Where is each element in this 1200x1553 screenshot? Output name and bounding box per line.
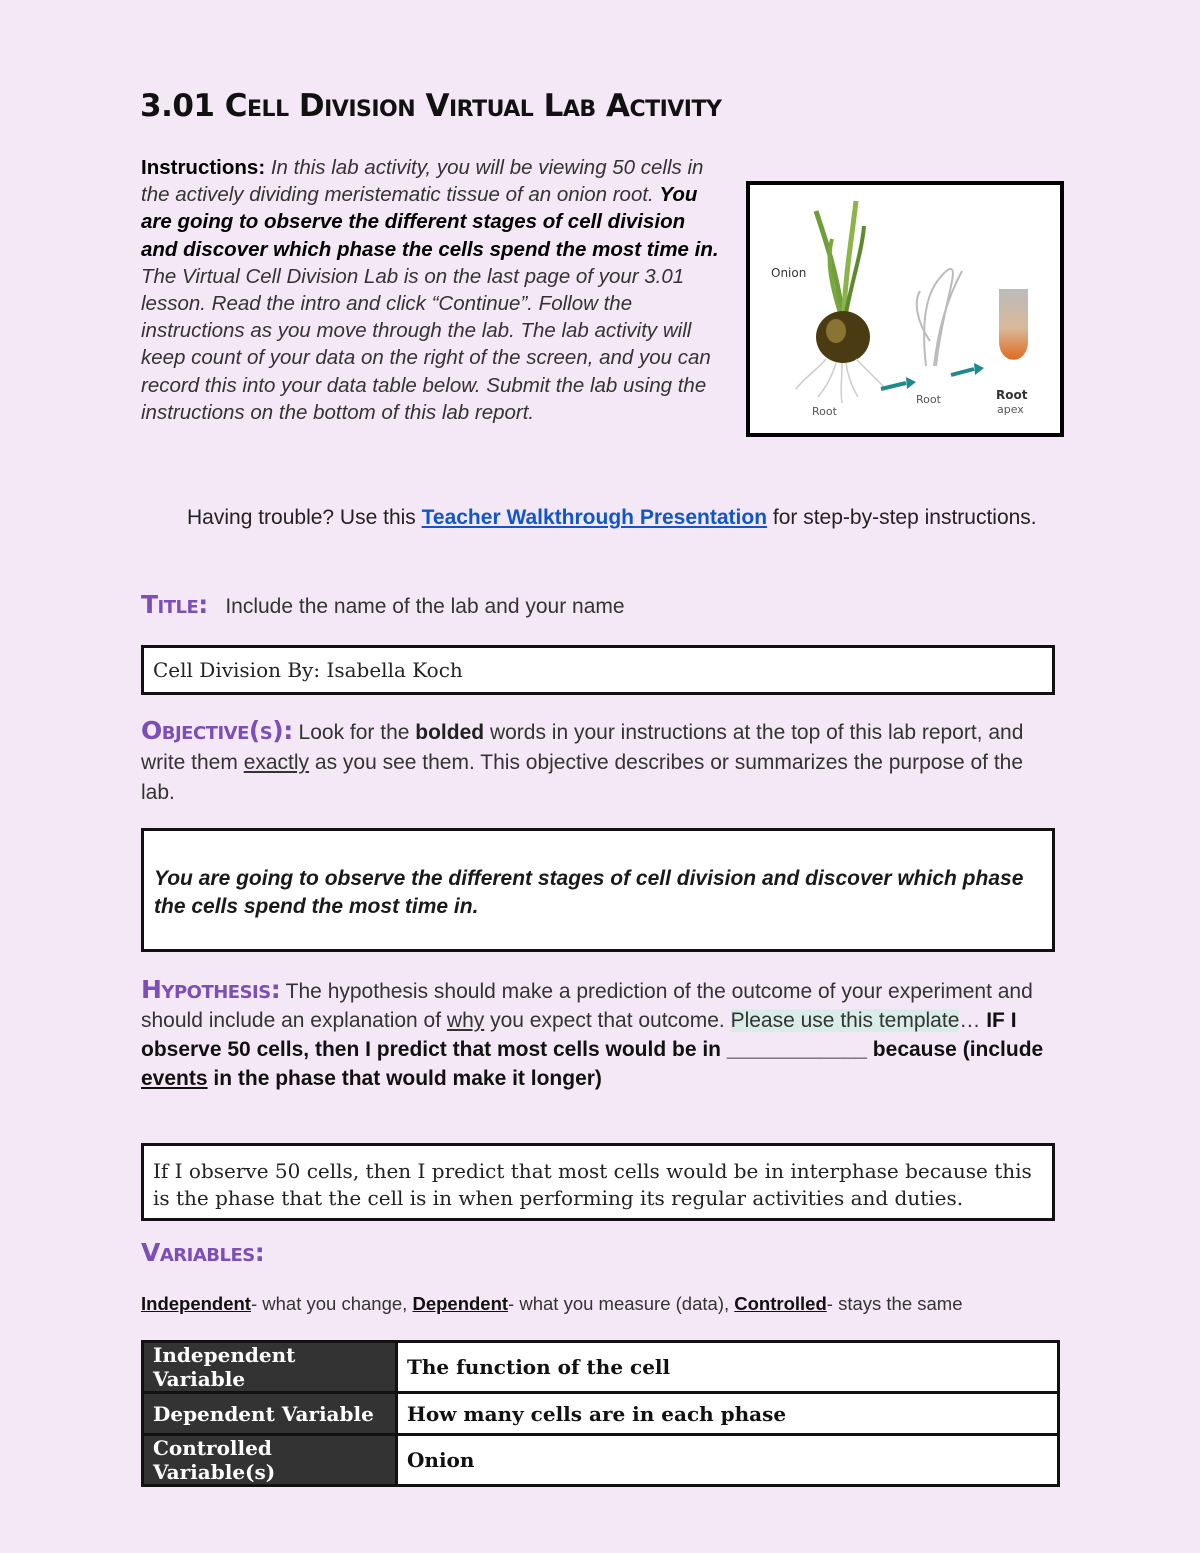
instructions-label: Instructions: xyxy=(141,156,266,179)
objective-answer-box[interactable] xyxy=(141,828,1055,952)
title-answer: Cell Division By: Isabella Koch xyxy=(153,658,463,682)
label-root-1: Root xyxy=(812,405,837,418)
objective-answer: You are going to observe the different stages of cell division and discover which phase the cells spend the most time in. xyxy=(154,867,1024,918)
table-row xyxy=(143,1342,1059,1393)
title-prompt: Include the name of the lab and your name xyxy=(225,595,625,618)
hypothesis-text-2: you expect that outcome. xyxy=(484,1009,731,1032)
title-label: Title: xyxy=(141,590,208,619)
dependent-variable-value[interactable]: How many cells are in each phase xyxy=(397,1393,1059,1435)
objective-label: Objective(s): xyxy=(141,716,293,745)
legend-controlled: Controlled xyxy=(734,1293,827,1314)
hypothesis-highlight: Please use this template xyxy=(730,1009,960,1032)
legend-dependent: Dependent xyxy=(412,1293,509,1314)
legend-dependent-desc: - what you measure (data), xyxy=(508,1293,735,1314)
objective-bolded-word: bolded xyxy=(415,721,485,744)
hypothesis-instructions xyxy=(141,975,1061,1093)
objective-text-1: Look for the xyxy=(292,721,416,744)
label-root-2: Root xyxy=(916,393,941,406)
variables-table xyxy=(141,1340,1060,1487)
table-row xyxy=(143,1435,1059,1486)
independent-variable-key: Independent Variable xyxy=(143,1342,397,1393)
controlled-variable-value[interactable]: Onion xyxy=(397,1435,1059,1486)
table-row xyxy=(143,1393,1059,1435)
hypothesis-why-word: why xyxy=(446,1009,485,1032)
objective-instructions xyxy=(141,716,1061,808)
title-answer-box[interactable] xyxy=(141,645,1055,695)
hypothesis-text-1: The hypothesis should make a prediction of the outcome of your experiment and should include an explanation of xyxy=(141,980,1033,1032)
page-title: 3.01 Cell Division Virtual Lab Activity xyxy=(140,88,722,124)
objective-text-2: words in your instructions at the top of this lab report, and write them xyxy=(141,721,1024,774)
hypothesis-answer-box[interactable] xyxy=(141,1143,1055,1221)
label-apex: apex xyxy=(997,403,1024,416)
hypothesis-answer: If I observe 50 cells, then I predict that most cells would be in interphase because this is the phase that the cell is in when performing its regular activities and duties. xyxy=(153,1159,1032,1210)
instructions-paragraph xyxy=(141,154,721,426)
hypothesis-events-word: events xyxy=(141,1067,208,1090)
hypothesis-template-2: in the phase that would make it longer) xyxy=(207,1067,602,1090)
dependent-variable-key: Dependent Variable xyxy=(143,1393,397,1435)
instructions-text-1: In this lab activity, you will be viewing 50 cells in the actively dividing meristematic tissue of an onion root. xyxy=(141,156,704,207)
variables-legend xyxy=(141,1293,962,1315)
trouble-paragraph xyxy=(141,502,1041,534)
teacher-walkthrough-link[interactable]: Teacher Walkthrough Presentation xyxy=(421,506,768,529)
trouble-suffix: for step-by-step instructions. xyxy=(767,506,1037,529)
instructions-objective-bold: You are going to observe the different stages of cell division and discover which phase the cells spend the most time in. xyxy=(141,183,719,261)
onion-root-figure xyxy=(746,181,1064,437)
hypothesis-label: Hypothesis: xyxy=(141,975,281,1004)
label-root-3: Root xyxy=(996,388,1028,402)
trouble-prefix: Having trouble? Use this xyxy=(187,506,422,529)
objective-exactly-word: exactly xyxy=(243,751,310,774)
hypothesis-template-1: IF I observe 50 cells, then I predict that most cells would be in ____________ because (include xyxy=(141,1009,1044,1061)
independent-variable-value[interactable]: The function of the cell xyxy=(397,1342,1059,1393)
legend-independent-desc: - what you change, xyxy=(250,1293,413,1314)
variables-label: Variables: xyxy=(141,1238,265,1267)
onion-root-illustration xyxy=(756,191,1054,427)
title-section-line xyxy=(141,590,625,622)
hypothesis-ellipsis: … xyxy=(959,1009,987,1032)
objective-text-3: as you see them. This objective describes or summarizes the purpose of the lab. xyxy=(141,751,1024,804)
controlled-variable-key: Controlled Variable(s) xyxy=(143,1435,397,1486)
legend-controlled-desc: - stays the same xyxy=(826,1293,963,1314)
instructions-text-2: The Virtual Cell Division Lab is on the last page of your 3.01 lesson. Read the intro and click “Continue”. Follow the instructions as you move through the lab. The lab activity will keep count of your data on the right of the screen, and you can record this into your data table below. Submit the lab using the instructions on the bottom of this lab report. xyxy=(141,264,711,424)
label-onion: Onion xyxy=(771,266,807,280)
legend-independent: Independent xyxy=(141,1293,251,1314)
